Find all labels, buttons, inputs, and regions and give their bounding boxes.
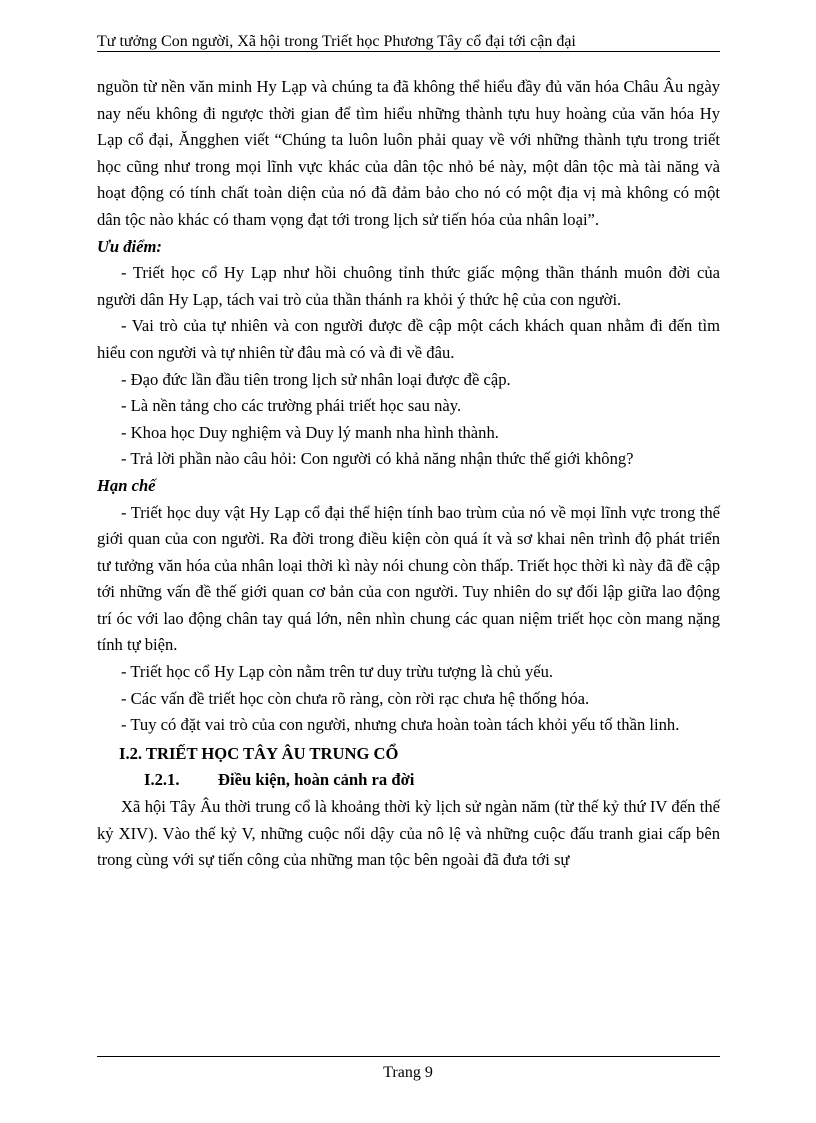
heading-han-che: Hạn chế [97,475,156,495]
list-item: - Triết học cổ Hy Lạp còn nằm trên tư duy trừu tượng là chủ yếu. [121,662,554,682]
footer-divider [97,1056,720,1057]
list-item: - Khoa học Duy nghiệm và Duy lý manh nha hình thành. [121,422,499,442]
section-heading: I.2. TRIẾT HỌC TÂY ÂU TRUNG CỔ [119,743,399,763]
page-number: Trang 9 [383,1064,433,1081]
list-item: - Đạo đức lần đầu tiên trong lịch sử nhân loại được đề cập. [121,369,511,389]
heading-uu-diem: Ưu điểm: [97,236,162,256]
header-divider [97,51,720,52]
paragraph-last: Xã hội Tây Âu thời trung cổ là khoảng thời kỳ lịch sử ngàn năm (từ thế kỷ thứ IV đến thế kỷ XIV). Vào thế kỷ V, những cuộc nổi dậy của nô lệ và những cuộc đấu tranh giai cấp bên trong cùng với sự tiến công của những man tộc bên ngoài đã đưa tới sự [97,797,720,870]
list-item: - Triết học duy vật Hy Lạp cổ đại thể hiện tính bao trùm của nó về mọi lĩnh vực trong thế giới quan của con người. Ra đời trong điều kiện còn quá ít và sơ khai nên trình độ phát triển tư tưởng văn hóa của nhân loại thời kì này nói chung còn thấp. Triết học thời kì này đã đề cập tới những vấn đề thế giới quan cơ bản của con người. Tuy nhiên do sự đối lập giữa lao động trí óc với lao động chân tay quá lớn, nên nhìn chung các quan niệm triết học còn mang nặng tính tự biện. [97,502,720,655]
paragraph-intro: nguồn từ nền văn minh Hy Lạp và chúng ta đã không thể hiểu đầy đủ văn hóa Châu Âu ngày nay nếu không đi ngược thời gian để tìm hiểu những thành tựu huy hoàng của văn hóa Hy Lạp cổ đại, Ăngghen viết “Chúng ta luôn luôn phải quay về với những thành tựu trong triết học cũng như trong mọi lĩnh vực khác của dân tộc nhỏ bé này, một dân tộc mà tài năng và hoạt động có tính chất toàn diện của nó đã đảm bảo cho nó có một địa vị mà không có một dân tộc nào khác có tham vọng đạt tới trong lịch sử tiến hóa của nhân loại”. [97,77,720,229]
document-body [97,74,720,874]
subsection-number: I.2.1. [144,770,180,790]
list-item: - Là nền tảng cho các trường phái triết học sau này. [121,396,462,416]
list-item: - Trả lời phần nào câu hỏi: Con người có khả năng nhận thức thế giới không? [121,449,634,469]
list-item: - Triết học cổ Hy Lạp như hồi chuông tỉnh thức giấc mộng thần thánh muôn đời của người dân Hy Lạp, tách vai trò của thần thánh ra khỏi ý thức hệ của con người. [97,263,720,309]
subsection-title: Điều kiện, hoàn cảnh ra đời [218,770,415,790]
list-item: - Vai trò của tự nhiên và con người được đề cập một cách khách quan nhằm đi đến tìm hiểu con người và tự nhiên từ đâu mà có và đi về đâu. [97,316,720,362]
list-item: - Các vấn đề triết học còn chưa rõ ràng, còn rời rạc chưa hệ thống hóa. [121,688,590,708]
subsection-heading [97,767,720,794]
list-item: - Tuy có đặt vai trò của con người, nhưng chưa hoàn toàn tách khỏi yếu tố thần linh. [121,715,680,735]
page-header: Tư tưởng Con người, Xã hội trong Triết học Phương Tây cổ đại tới cận đại [97,33,576,50]
